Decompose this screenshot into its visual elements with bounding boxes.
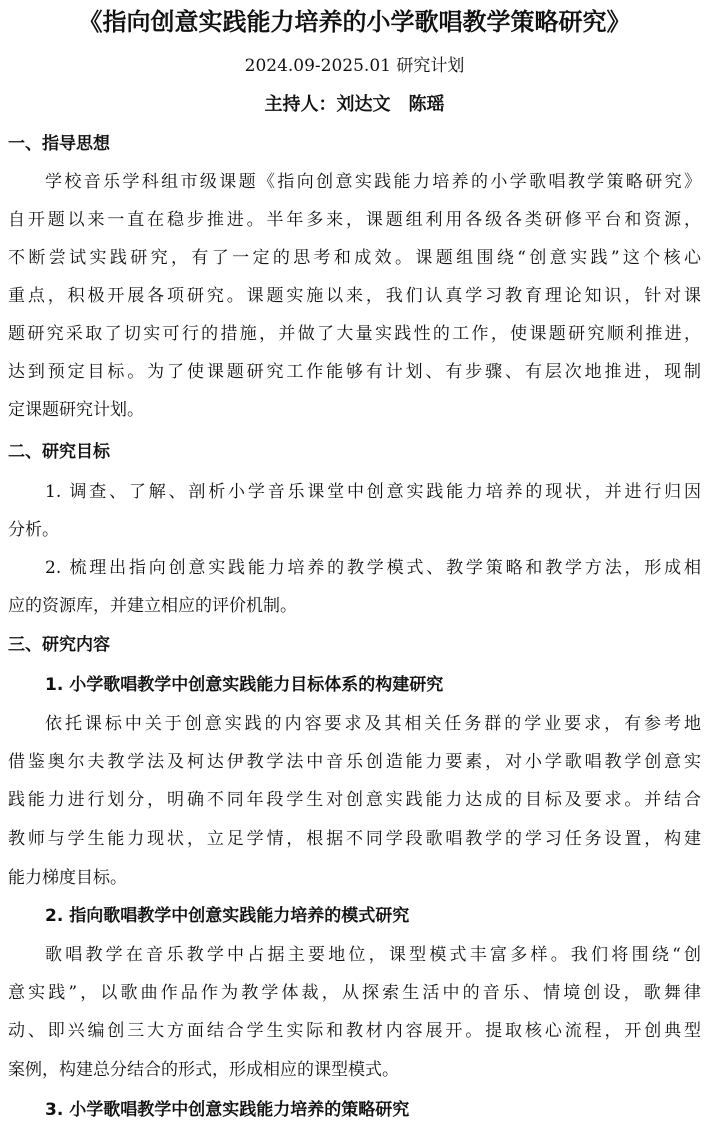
paragraph-line: 学校音乐学科组市级课题《指向创意实践能力培养的小学歌唱教学策略研究》 [45,172,701,192]
paragraph-line: 能力梯度目标。 [8,868,127,888]
paragraph-line: 重点，积极开展各项研究。课题实施以来，我们认真学习教育理论知识，针对课 [8,286,701,306]
paragraph-line: 题研究采取了切实可行的措施，并做了大量实践性的工作，使课题研究顺利推进， [8,324,701,344]
document-subtitle: 2024.09-2025.01 研究计划 [244,56,465,76]
paragraph-line: 借鉴奥尔夫教学法及柯达伊教学法中音乐创造能力要素，对小学歌唱教学创意实 [8,752,701,772]
paragraph-line: 1. 调查、了解、剖析小学音乐课堂中创意实践能力培养的现状，并进行归因 [45,482,701,502]
paragraph-line: 依托课标中关于创意实践的内容要求及其相关任务群的学业要求，有参考地 [45,714,701,734]
section-heading-content: 三、研究内容 [8,635,110,655]
subsection-heading-1: 1. 小学歌唱教学中创意实践能力目标体系的构建研究 [45,675,444,695]
paragraph-line: 意实践”，以歌曲作品作为教学体裁，从探索生活中的音乐、情境创设，歌舞律 [8,983,701,1003]
paragraph-line: 2. 梳理出指向创意实践能力培养的教学模式、教学策略和教学方法，形成相 [45,558,701,578]
paragraph-line: 达到预定目标。为了使课题研究工作能够有计划、有步骤、有层次地推进，现制 [8,362,701,382]
document-title: 《指向创意实践能力培养的小学歌唱教学策略研究》 [78,8,631,36]
subsection-heading-3: 3. 小学歌唱教学中创意实践能力培养的策略研究 [45,1100,410,1120]
hosts-label: 主持人：刘达文 [264,94,391,115]
paragraph-line: 不断尝试实践研究，有了一定的思考和成效。课题组围绕“创意实践”这个核心 [8,248,701,268]
paragraph-line: 应的资源库，并建立相应的评价机制。 [8,596,297,616]
paragraph-line: 教师与学生能力现状，立足学情，根据不同学段歌唱教学的学习任务设置，构建 [8,829,701,849]
section-heading-guiding: 一、指导思想 [8,134,110,154]
paragraph-line: 歌唱教学在音乐教学中占据主要地位，课型模式丰富多样。我们将围绕“创 [45,945,701,965]
paragraph-line: 案例，构建总分结合的形式，形成相应的课型模式。 [8,1060,399,1080]
paragraph-line: 自开题以来一直在稳步推进。半年多来，课题组利用各级各类研修平台和资源， [8,210,701,230]
hosts-second: 陈瑶 [408,94,445,115]
paragraph-line: 动、即兴编创三大方面结合学生实际和教材内容展开。提取核心流程，开创典型 [8,1021,701,1041]
hosts-line [0,91,709,119]
section-heading-goals: 二、研究目标 [8,442,110,462]
paragraph-line: 践能力进行划分，明确不同年段学生对创意实践能力达成的目标及要求。并结合 [8,790,701,810]
paragraph-line: 定课题研究计划。 [8,400,144,420]
subsection-heading-2: 2. 指向歌唱教学中创意实践能力培养的模式研究 [45,906,410,926]
paragraph-line: 分析。 [8,520,59,540]
